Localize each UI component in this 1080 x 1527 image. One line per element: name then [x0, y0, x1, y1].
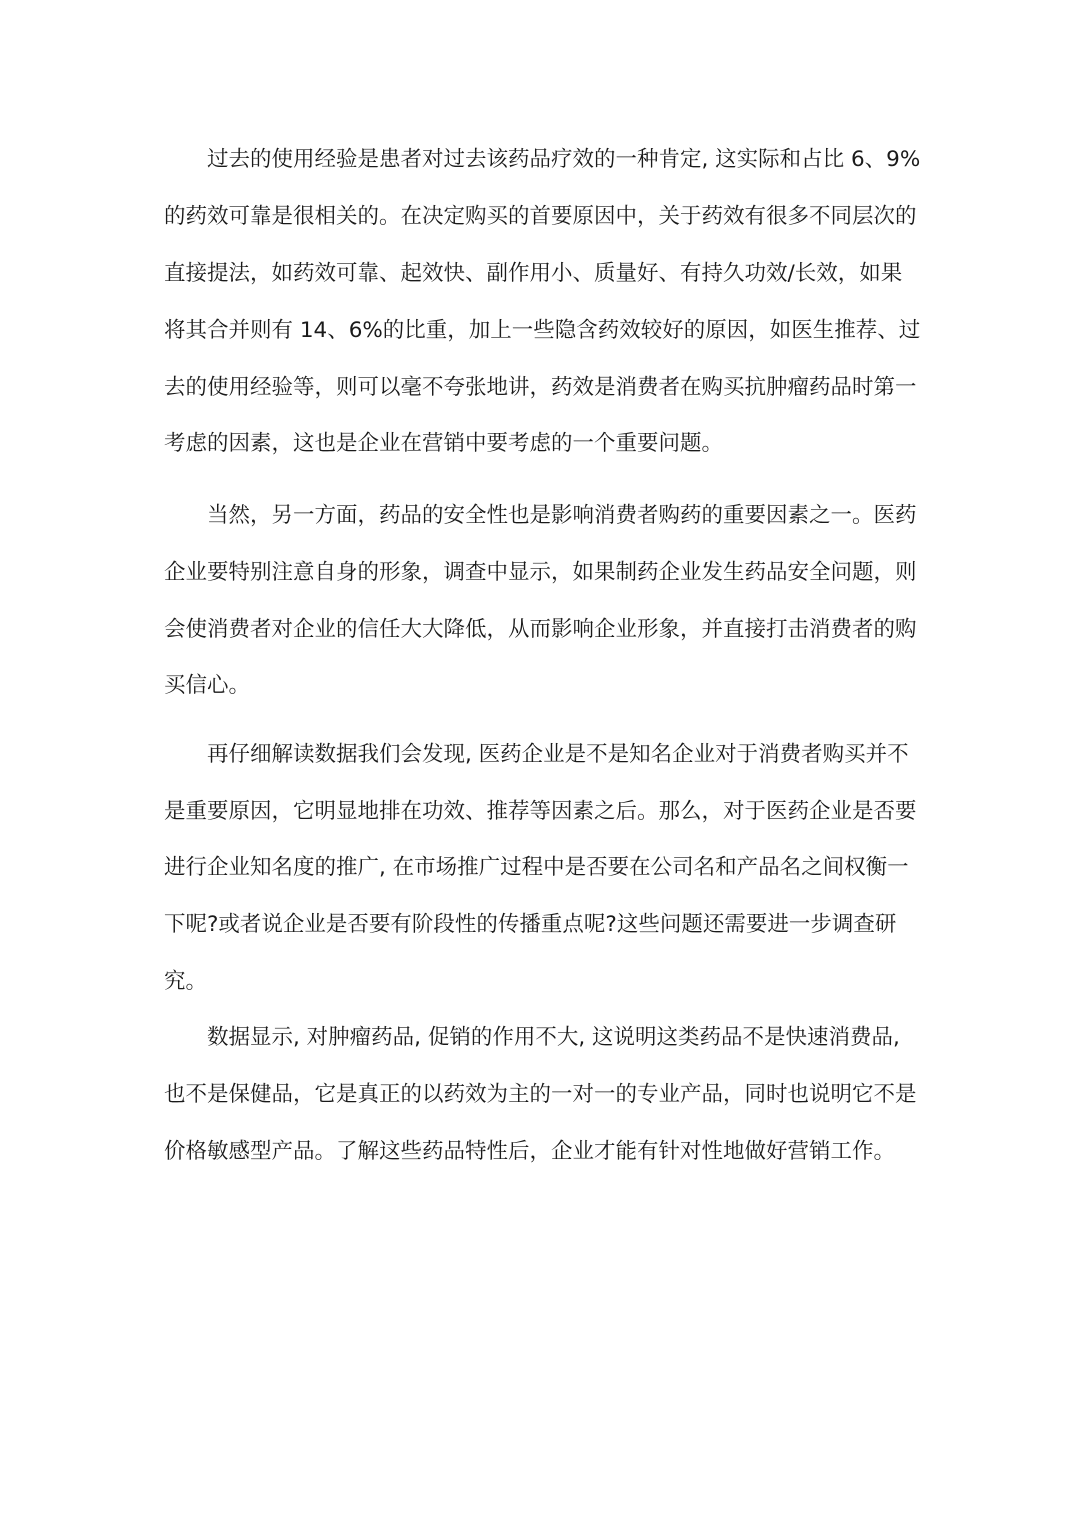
paragraph-line: 也不是保健品，它是真正的以药效为主的一对一的专业产品，同时也说明它不是 [164, 1082, 917, 1107]
paragraph-line: 直接提法，如药效可靠、起效快、副作用小、质量好、有持久功效/长效，如果 [164, 261, 903, 286]
paragraph-line: 数据显示, 对肿瘤药品, 促销的作用不大, 这说明这类药品不是快速消费品, [207, 1025, 900, 1050]
paragraph-line: 考虑的因素，这也是企业在营销中要考虑的一个重要问题。 [164, 431, 724, 456]
paragraph-line: 价格敏感型产品。了解这些药品特性后，企业才能有针对性地做好营销工作。 [164, 1139, 896, 1164]
paragraph-line: 过去的使用经验是患者对过去该药品疗效的一种肯定, 这实际和占比 6、9% [207, 147, 921, 172]
paragraph-line: 是重要原因，它明显地排在功效、推荐等因素之后。那么，对于医药企业是否要 [164, 799, 917, 824]
paragraph-line: 将其合并则有 14、6%的比重，加上一些隐含药效较好的原因，如医生推荐、过 [164, 318, 921, 343]
paragraph-line: 买信心。 [164, 673, 251, 698]
paragraph-line: 会使消费者对企业的信任大大降低，从而影响企业形象，并直接打击消费者的购 [164, 617, 917, 642]
paragraph-line: 再仔细解读数据我们会发现, 医药企业是不是知名企业对于消费者购买并不 [207, 742, 909, 767]
paragraph-line: 企业要特别注意自身的形象，调查中显示，如果制药企业发生药品安全问题，则 [164, 560, 917, 585]
paragraph-line: 当然，另一方面，药品的安全性也是影响消费者购药的重要因素之一。医药 [207, 503, 917, 528]
paragraph-line: 下呢?或者说企业是否要有阶段性的传播重点呢?这些问题还需要进一步调查研 [164, 912, 897, 937]
paragraph-line: 的药效可靠是很相关的。在决定购买的首要原因中，关于药效有很多不同层次的 [164, 204, 917, 229]
paragraph-line: 去的使用经验等，则可以毫不夸张地讲，药效是消费者在购买抗肿瘤药品时第一 [164, 375, 917, 400]
paragraph-line: 进行企业知名度的推广, 在市场推广过程中是否要在公司名和产品名之间权衡一 [164, 855, 909, 880]
paragraph-line: 究。 [164, 969, 208, 994]
